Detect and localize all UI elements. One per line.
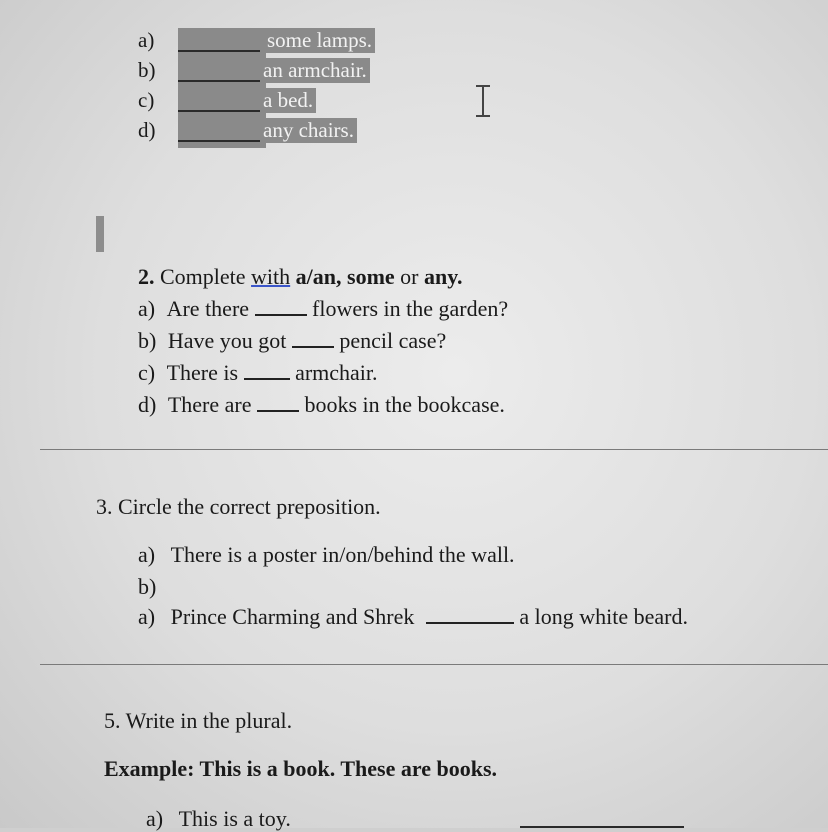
s3-blank-c [426,622,514,624]
s2-letter-b: b) [138,328,157,353]
s2-heading-rest: a/an, some [295,264,395,289]
s2-letter-c: c) [138,360,156,385]
s2-heading [138,264,463,290]
s3-letter-c: a) [138,604,156,629]
text-cursor-icon [474,84,492,118]
s5-heading: 5. Write in the plural. [104,708,293,733]
s2-heading-or: or [400,264,419,289]
s2-blank-a [255,314,307,316]
s2-letter-d: d) [138,392,157,417]
s1-blank-highlight [178,28,266,148]
s2-heading-any: any. [424,264,463,289]
divider-1 [40,449,828,450]
divider-2 [40,664,828,665]
s3-letter-b: b) [138,574,157,599]
s3-heading: 3. Circle the correct preposition. [96,494,381,519]
s1-letter-a: a) [138,28,155,52]
s3-letter-a: a) [138,542,156,567]
s5-item-a [146,806,291,832]
s1-text-b: an armchair. [260,58,370,83]
s3-after-c: a long white beard. [519,604,688,629]
s1-blank-a [178,50,260,52]
s2-after-b: pencil case? [339,328,447,353]
s2-item-b [138,328,446,354]
s2-item-d [138,392,505,418]
s2-heading-with: with [251,264,291,289]
s3-text-a: There is a poster in/on/behind the wall. [170,542,515,567]
margin-marker [96,216,104,252]
s1-letter-b: b) [138,58,156,82]
s2-before-d: There are [167,392,252,417]
s2-blank-d [257,410,299,412]
s1-blank-c [178,110,260,112]
s2-number: 2. [138,264,155,289]
s3-item-c [138,604,688,630]
s2-letter-a: a) [138,296,156,321]
s5-example: Example: This is a book. These are books. [104,756,498,781]
s2-heading-pre: Complete [160,264,246,289]
s2-item-a [138,296,508,322]
s2-blank-c [244,378,290,380]
s2-after-c: armchair. [295,360,378,385]
s2-before-a: Are there [166,296,250,321]
s2-blank-b [292,346,334,348]
s3-item-a [138,542,515,568]
s1-blank-b [178,80,260,82]
s1-blank-d [178,140,260,142]
s1-letter-d: d) [138,118,156,142]
s1-text-a: some lamps. [264,28,375,53]
s1-text-d: any chairs. [260,118,357,143]
s2-after-a: flowers in the garden? [312,296,509,321]
s1-text-c: a bed. [260,88,316,113]
s3-before-c: Prince Charming and Shrek [170,604,415,629]
s5-letter-a: a) [146,806,164,831]
s2-before-c: There is [166,360,239,385]
s2-after-d: books in the bookcase. [304,392,505,417]
s2-before-b: Have you got [167,328,287,353]
s1-letter-c: c) [138,88,155,112]
s5-text-a: This is a toy. [178,806,291,831]
s2-item-c [138,360,378,386]
